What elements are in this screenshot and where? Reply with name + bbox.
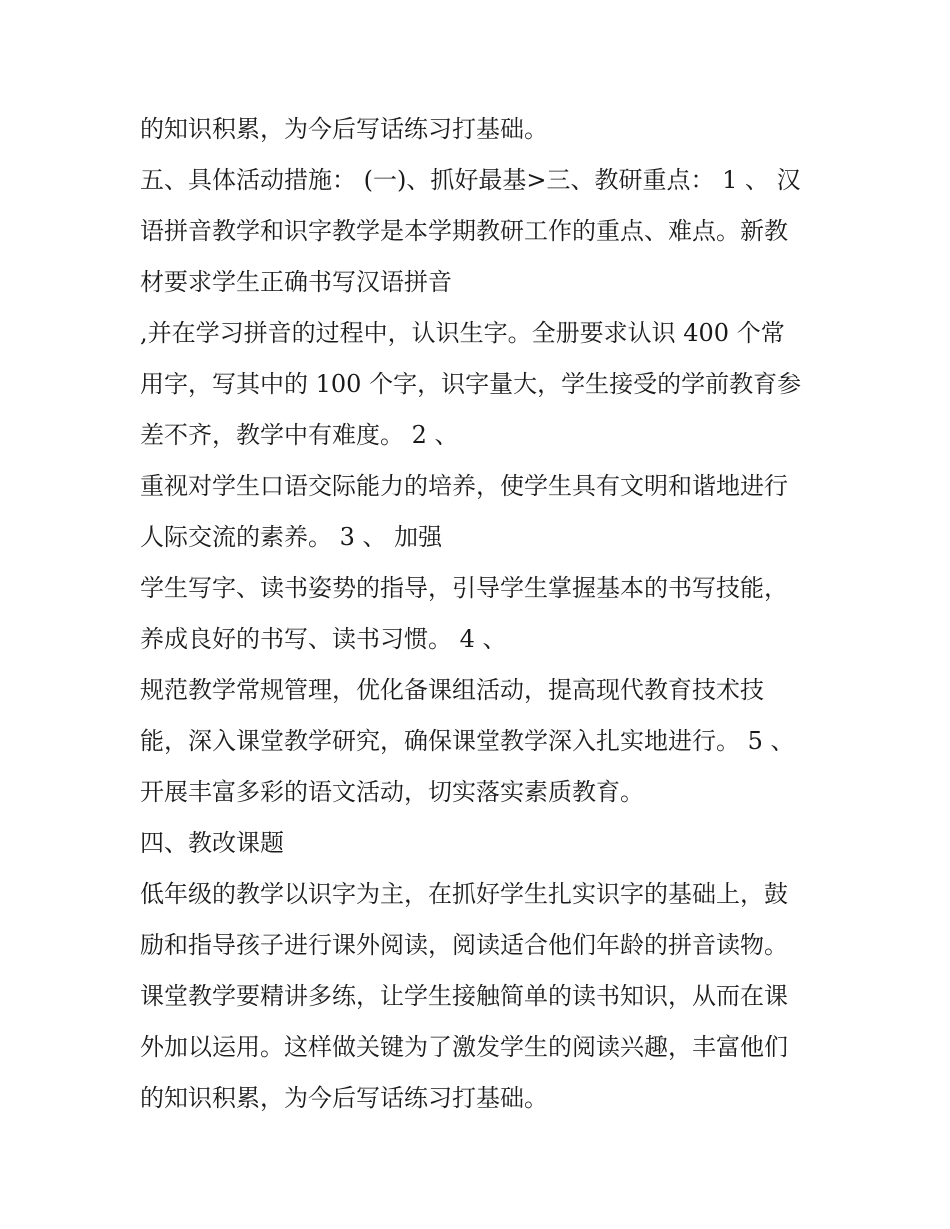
text-line: 养成良好的书写、读书习惯。 4 、 [140, 625, 507, 653]
text-line: 人际交流的素养。 3 、 加强 [140, 523, 443, 551]
document-body [140, 104, 820, 1124]
text-line: 语拼音教学和识字教学是本学期教研工作的重点、难点。新教 [140, 217, 788, 245]
text-line: 用字，写其中的 100 个字，识字量大，学生接受的学前教育参 [140, 370, 802, 398]
text-line: 学生写字、读书姿势的指导，引导学生掌握基本的书写技能， [140, 574, 788, 602]
text-line: 的知识积累，为今后写话练习打基础。 [140, 1084, 548, 1112]
text-line: 五、具体活动措施： (一)、抓好最基>三、教研重点： 1 、 汉 [140, 166, 801, 194]
text-line: 差不齐，教学中有难度。 2 、 [140, 421, 459, 449]
text-line: 低年级的教学以识字为主，在抓好学生扎实识字的基础上，鼓 [140, 880, 788, 908]
section-heading: 四、教改课题 [140, 829, 284, 857]
text-line: 能，深入课堂教学研究，确保课堂教学深入扎实地进行。 5 、 [140, 727, 795, 755]
text-line: 励和指导孩子进行课外阅读，阅读适合他们年龄的拼音读物。 [140, 931, 788, 959]
text-line: ,并在学习拼音的过程中，认识生字。全册要求认识 400 个常 [140, 319, 785, 347]
text-line: 外加以运用。这样做关键为了激发学生的阅读兴趣，丰富他们 [140, 1033, 788, 1061]
text-line: 重视对学生口语交际能力的培养，使学生具有文明和谐地进行 [140, 472, 788, 500]
text-line: 课堂教学要精讲多练，让学生接触简单的读书知识，从而在课 [140, 982, 788, 1010]
text-line: 规范教学常规管理，优化备课组活动，提高现代教育技术技 [140, 676, 764, 704]
text-line: 材要求学生正确书写汉语拼音 [140, 268, 452, 296]
text-line: 开展丰富多彩的语文活动，切实落实素质教育。 [140, 778, 644, 806]
text-line: 的知识积累，为今后写话练习打基础。 [140, 115, 548, 143]
